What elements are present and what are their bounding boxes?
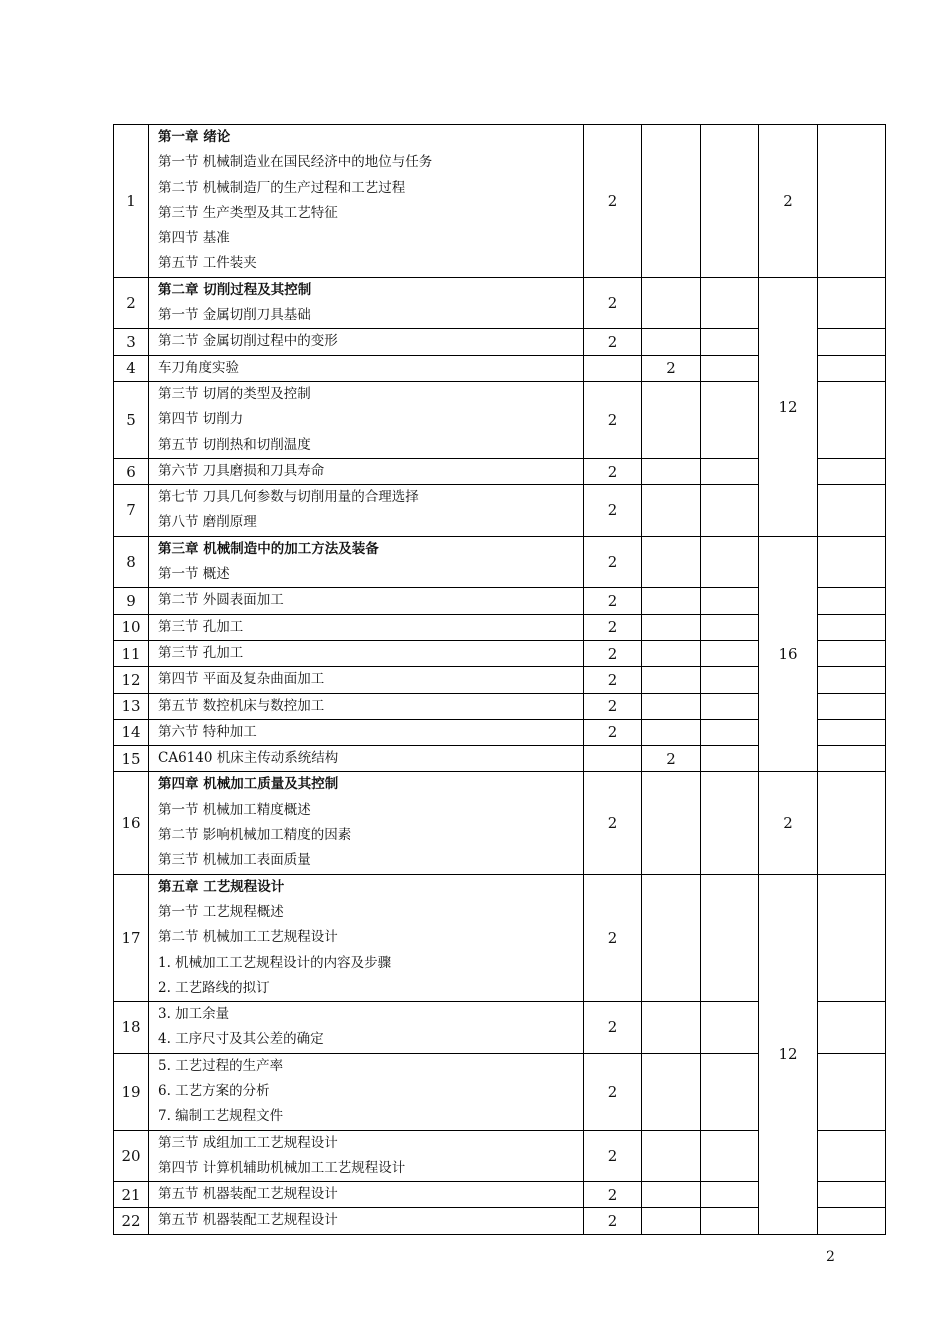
section-line: 第二节 影响机械加工精度的因素 bbox=[158, 827, 352, 844]
topic-cell bbox=[149, 536, 584, 588]
lab-hours-cell bbox=[642, 614, 701, 640]
lecture-hours-cell: 2 bbox=[584, 614, 642, 640]
topic-cell bbox=[149, 1002, 584, 1054]
lecture-hours-cell: 2 bbox=[584, 1002, 642, 1054]
row-number-cell: 7 bbox=[114, 485, 149, 537]
other-hours-cell bbox=[701, 485, 759, 537]
section-line: 第四节 平面及复杂曲面加工 bbox=[158, 671, 325, 688]
other-hours-cell bbox=[701, 874, 759, 1001]
topic-cell bbox=[149, 719, 584, 745]
section-line: 第六节 特种加工 bbox=[158, 723, 257, 740]
other-hours-cell bbox=[701, 588, 759, 614]
other-hours-cell bbox=[701, 1130, 759, 1182]
other-hours-cell bbox=[701, 640, 759, 666]
note-cell bbox=[818, 1130, 886, 1182]
table-row bbox=[114, 277, 886, 329]
lab-hours-cell: 2 bbox=[642, 355, 701, 381]
lab-hours-cell bbox=[642, 485, 701, 537]
chapter-title: 第三章 机械制造中的加工方法及装备 bbox=[158, 540, 379, 557]
lab-hours-cell: 2 bbox=[642, 746, 701, 772]
topic-cell bbox=[149, 746, 584, 772]
chapter-title: 第四章 机械加工质量及其控制 bbox=[158, 776, 339, 793]
row-number-cell: 16 bbox=[114, 772, 149, 874]
section-line: 第五节 数控机床与数控加工 bbox=[158, 697, 325, 714]
lab-hours-cell bbox=[642, 381, 701, 458]
row-number-cell: 15 bbox=[114, 746, 149, 772]
other-hours-cell bbox=[701, 329, 759, 355]
note-cell bbox=[818, 614, 886, 640]
other-hours-cell bbox=[701, 614, 759, 640]
row-number-cell: 14 bbox=[114, 719, 149, 745]
lab-hours-cell bbox=[642, 1002, 701, 1054]
chapter-title: 第二章 切削过程及其控制 bbox=[158, 281, 312, 298]
section-line: 第二节 机械制造厂的生产过程和工艺过程 bbox=[158, 179, 406, 196]
lab-hours-cell bbox=[642, 536, 701, 588]
lab-hours-cell bbox=[642, 1130, 701, 1182]
lecture-hours-cell: 2 bbox=[584, 536, 642, 588]
lecture-hours-cell: 2 bbox=[584, 640, 642, 666]
other-hours-cell bbox=[701, 1053, 759, 1130]
lecture-hours-cell: 2 bbox=[584, 329, 642, 355]
page-number: 2 bbox=[826, 1249, 835, 1265]
section-line: 第五节 切削热和切削温度 bbox=[158, 436, 311, 453]
section-line: 第一节 金属切削刀具基础 bbox=[158, 307, 311, 324]
other-hours-cell bbox=[701, 381, 759, 458]
section-line: 第七节 刀具几何参数与切削用量的合理选择 bbox=[158, 489, 419, 506]
note-cell bbox=[818, 536, 886, 588]
chapter-total-cell: 16 bbox=[759, 536, 818, 772]
row-number-cell: 13 bbox=[114, 693, 149, 719]
lab-hours-cell bbox=[642, 772, 701, 874]
lab-hours-cell bbox=[642, 719, 701, 745]
note-cell bbox=[818, 693, 886, 719]
note-cell bbox=[818, 1002, 886, 1054]
lecture-hours-cell: 2 bbox=[584, 381, 642, 458]
note-cell bbox=[818, 874, 886, 1001]
section-line: 2. 工艺路线的拟订 bbox=[158, 979, 270, 996]
row-number-cell: 9 bbox=[114, 588, 149, 614]
section-line: 第一节 机械制造业在国民经济中的地位与任务 bbox=[158, 154, 433, 171]
chapter-title: 第一章 绪论 bbox=[158, 129, 231, 145]
lab-hours-cell bbox=[642, 874, 701, 1001]
row-number-cell: 6 bbox=[114, 458, 149, 484]
section-line: 第一节 工艺规程概述 bbox=[158, 903, 284, 920]
section-line: 第三节 孔加工 bbox=[158, 618, 244, 635]
topic-cell bbox=[149, 588, 584, 614]
section-line: 第五节 机器装配工艺规程设计 bbox=[158, 1186, 338, 1203]
table-row bbox=[114, 536, 886, 588]
section-line: 第五节 机器装配工艺规程设计 bbox=[158, 1212, 338, 1229]
lecture-hours-cell: 2 bbox=[584, 772, 642, 874]
topic-cell bbox=[149, 458, 584, 484]
lecture-hours-cell bbox=[584, 746, 642, 772]
row-number-cell: 1 bbox=[114, 125, 149, 278]
section-line: 第二节 外圆表面加工 bbox=[158, 592, 284, 609]
note-cell bbox=[818, 277, 886, 329]
section-line: 第八节 磨削原理 bbox=[158, 514, 257, 531]
section-line: 第一节 机械加工精度概述 bbox=[158, 801, 311, 818]
course-schedule-table bbox=[113, 124, 886, 1235]
topic-cell bbox=[149, 772, 584, 874]
topic-cell bbox=[149, 125, 584, 278]
note-cell bbox=[818, 381, 886, 458]
note-cell bbox=[818, 329, 886, 355]
topic-cell bbox=[149, 355, 584, 381]
lecture-hours-cell: 2 bbox=[584, 1130, 642, 1182]
lecture-hours-cell: 2 bbox=[584, 1053, 642, 1130]
other-hours-cell bbox=[701, 719, 759, 745]
table-row bbox=[114, 125, 886, 278]
other-hours-cell bbox=[701, 1182, 759, 1208]
section-line: 第六节 刀具磨损和刀具寿命 bbox=[158, 462, 325, 479]
row-number-cell: 11 bbox=[114, 640, 149, 666]
lab-hours-cell bbox=[642, 329, 701, 355]
note-cell bbox=[818, 355, 886, 381]
section-line: 第二节 机械加工工艺规程设计 bbox=[158, 929, 338, 946]
lab-hours-cell bbox=[642, 1182, 701, 1208]
other-hours-cell bbox=[701, 693, 759, 719]
topic-cell bbox=[149, 1182, 584, 1208]
section-line: 4. 工序尺寸及其公差的确定 bbox=[158, 1031, 324, 1048]
lecture-hours-cell: 2 bbox=[584, 693, 642, 719]
topic-cell bbox=[149, 693, 584, 719]
section-line: 第四节 切削力 bbox=[158, 411, 244, 428]
topic-cell bbox=[149, 640, 584, 666]
chapter-total-cell: 2 bbox=[759, 772, 818, 874]
lecture-hours-cell: 2 bbox=[584, 719, 642, 745]
topic-cell bbox=[149, 277, 584, 329]
section-line: 第五节 工件装夹 bbox=[158, 255, 257, 272]
chapter-total-cell: 12 bbox=[759, 874, 818, 1234]
table-row bbox=[114, 874, 886, 1001]
lecture-hours-cell: 2 bbox=[584, 458, 642, 484]
topic-cell bbox=[149, 485, 584, 537]
row-number-cell: 5 bbox=[114, 381, 149, 458]
other-hours-cell bbox=[701, 667, 759, 693]
other-hours-cell bbox=[701, 536, 759, 588]
section-line: 第一节 概述 bbox=[158, 566, 230, 583]
section-line: 3. 加工余量 bbox=[158, 1006, 230, 1023]
note-cell bbox=[818, 1053, 886, 1130]
section-line: 第三节 机械加工表面质量 bbox=[158, 852, 311, 869]
note-cell bbox=[818, 719, 886, 745]
note-cell bbox=[818, 1208, 886, 1234]
lecture-hours-cell: 2 bbox=[584, 277, 642, 329]
topic-cell bbox=[149, 1208, 584, 1234]
chapter-title: 第五章 工艺规程设计 bbox=[158, 878, 285, 895]
lecture-hours-cell: 2 bbox=[584, 125, 642, 278]
lecture-hours-cell: 2 bbox=[584, 1182, 642, 1208]
other-hours-cell bbox=[701, 277, 759, 329]
lecture-hours-cell: 2 bbox=[584, 485, 642, 537]
lab-hours-cell bbox=[642, 458, 701, 484]
topic-cell bbox=[149, 1053, 584, 1130]
other-hours-cell bbox=[701, 746, 759, 772]
section-line: 7. 编制工艺规程文件 bbox=[158, 1108, 284, 1125]
note-cell bbox=[818, 588, 886, 614]
lab-hours-cell bbox=[642, 588, 701, 614]
other-hours-cell bbox=[701, 355, 759, 381]
lab-hours-cell bbox=[642, 693, 701, 719]
other-hours-cell bbox=[701, 1208, 759, 1234]
lab-hours-cell bbox=[642, 667, 701, 693]
other-hours-cell bbox=[701, 458, 759, 484]
topic-cell bbox=[149, 874, 584, 1001]
note-cell bbox=[818, 746, 886, 772]
lab-hours-cell bbox=[642, 125, 701, 278]
section-line: 第三节 切屑的类型及控制 bbox=[158, 385, 311, 402]
lab-hours-cell bbox=[642, 277, 701, 329]
note-cell bbox=[818, 667, 886, 693]
row-number-cell: 12 bbox=[114, 667, 149, 693]
section-line: 第三节 成组加工工艺规程设计 bbox=[158, 1134, 338, 1151]
row-number-cell: 19 bbox=[114, 1053, 149, 1130]
section-line: 6. 工艺方案的分析 bbox=[158, 1082, 270, 1099]
note-cell bbox=[818, 485, 886, 537]
lecture-hours-cell bbox=[584, 355, 642, 381]
lab-hours-cell bbox=[642, 640, 701, 666]
section-line: 第四节 计算机辅助机械加工工艺规程设计 bbox=[158, 1159, 406, 1176]
lecture-hours-cell: 2 bbox=[584, 874, 642, 1001]
section-line: 第二节 金属切削过程中的变形 bbox=[158, 333, 338, 350]
row-number-cell: 18 bbox=[114, 1002, 149, 1054]
section-line: 1. 机械加工工艺规程设计的内容及步骤 bbox=[158, 954, 392, 971]
topic-cell bbox=[149, 381, 584, 458]
lecture-hours-cell: 2 bbox=[584, 588, 642, 614]
section-line: 车刀角度实验 bbox=[158, 359, 239, 376]
note-cell bbox=[818, 772, 886, 874]
topic-cell bbox=[149, 329, 584, 355]
note-cell bbox=[818, 640, 886, 666]
chapter-total-cell: 2 bbox=[759, 125, 818, 278]
table-row bbox=[114, 772, 886, 874]
row-number-cell: 17 bbox=[114, 874, 149, 1001]
row-number-cell: 22 bbox=[114, 1208, 149, 1234]
row-number-cell: 3 bbox=[114, 329, 149, 355]
row-number-cell: 8 bbox=[114, 536, 149, 588]
other-hours-cell bbox=[701, 125, 759, 278]
lecture-hours-cell: 2 bbox=[584, 1208, 642, 1234]
note-cell bbox=[818, 1182, 886, 1208]
note-cell bbox=[818, 125, 886, 278]
lab-hours-cell bbox=[642, 1208, 701, 1234]
section-line: 第三节 生产类型及其工艺特征 bbox=[158, 204, 338, 221]
chapter-total-cell: 12 bbox=[759, 277, 818, 536]
lab-hours-cell bbox=[642, 1053, 701, 1130]
section-line: 第四节 基准 bbox=[158, 230, 230, 247]
note-cell bbox=[818, 458, 886, 484]
section-line: 5. 工艺过程的生产率 bbox=[158, 1057, 284, 1074]
row-number-cell: 2 bbox=[114, 277, 149, 329]
lecture-hours-cell: 2 bbox=[584, 667, 642, 693]
topic-cell bbox=[149, 614, 584, 640]
row-number-cell: 21 bbox=[114, 1182, 149, 1208]
topic-cell bbox=[149, 1130, 584, 1182]
row-number-cell: 10 bbox=[114, 614, 149, 640]
section-line: 第三节 孔加工 bbox=[158, 644, 244, 661]
other-hours-cell bbox=[701, 1002, 759, 1054]
row-number-cell: 4 bbox=[114, 355, 149, 381]
row-number-cell: 20 bbox=[114, 1130, 149, 1182]
other-hours-cell bbox=[701, 772, 759, 874]
section-line: CA6140 机床主传动系统结构 bbox=[158, 750, 339, 767]
topic-cell bbox=[149, 667, 584, 693]
